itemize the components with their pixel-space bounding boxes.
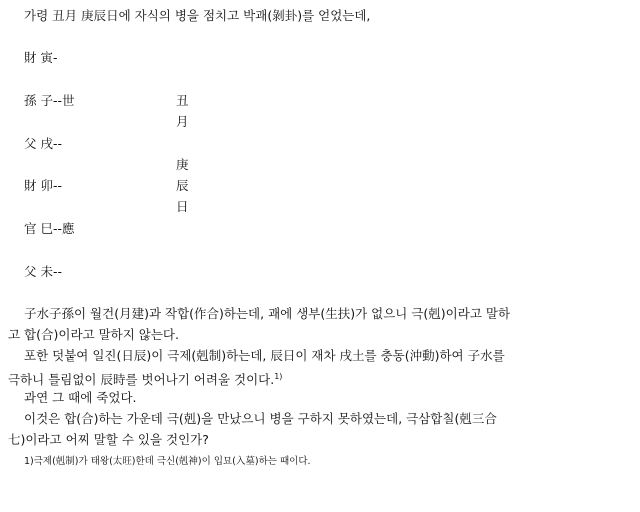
paragraph-1-line-1: 子水子孫이 월건(月建)과 작합(作合)하는데, 괘에 생부(生扶)가 없으니 극(剋)이라고 말하 (24, 306, 511, 321)
paragraph-2-line-2 (8, 369, 282, 388)
paragraph-4-line-2: 七)이라고 어찌 말할 수 있을 것인가? (8, 432, 209, 447)
hexagram-line-6: 財 寅- (24, 50, 58, 65)
date-char-month: 月 (176, 114, 189, 129)
date-char-chou: 丑 (176, 93, 189, 108)
date-char-chen: 辰 (176, 178, 189, 193)
paragraph-2-line-2-text: 극하니 틀림없이 辰時를 벗어나기 어려울 것이다. (8, 372, 275, 387)
hexagram-line-4: 父 戌-- (24, 136, 62, 151)
footnote: 1)극제(剋制)가 태왕(太旺)한데 극신(剋神)이 입묘(入墓)하는 때이다. (24, 456, 311, 467)
hexagram-line-3: 財 卯-- (24, 178, 62, 193)
hexagram-line-2: 官 巳--應 (24, 221, 75, 236)
paragraph-1-line-2: 고 합(合)이라고 말하지 않는다. (8, 327, 179, 342)
footnote-marker: 1) (274, 372, 283, 381)
paragraph-3: 과연 그 때에 죽었다. (24, 390, 137, 405)
date-char-geng: 庚 (176, 157, 189, 172)
hexagram-line-5: 孫 子--世 (24, 93, 75, 108)
intro-line: 가령 丑月 庚辰日에 자식의 병을 점치고 박괘(剝卦)를 얻었는데, (24, 8, 371, 23)
date-char-day: 日 (176, 199, 189, 214)
hexagram-line-1: 父 未-- (24, 264, 62, 279)
paragraph-2-line-1: 포한 덧붙여 일진(日辰)이 극제(剋制)하는데, 辰日이 재차 戌土를 충동(沖動)하여 子水를 (24, 348, 505, 363)
paragraph-4-line-1: 이것은 합(合)하는 가운데 극(剋)을 만났으니 병을 구하지 못하였는데, 극삼합칠(剋三合 (24, 411, 497, 426)
